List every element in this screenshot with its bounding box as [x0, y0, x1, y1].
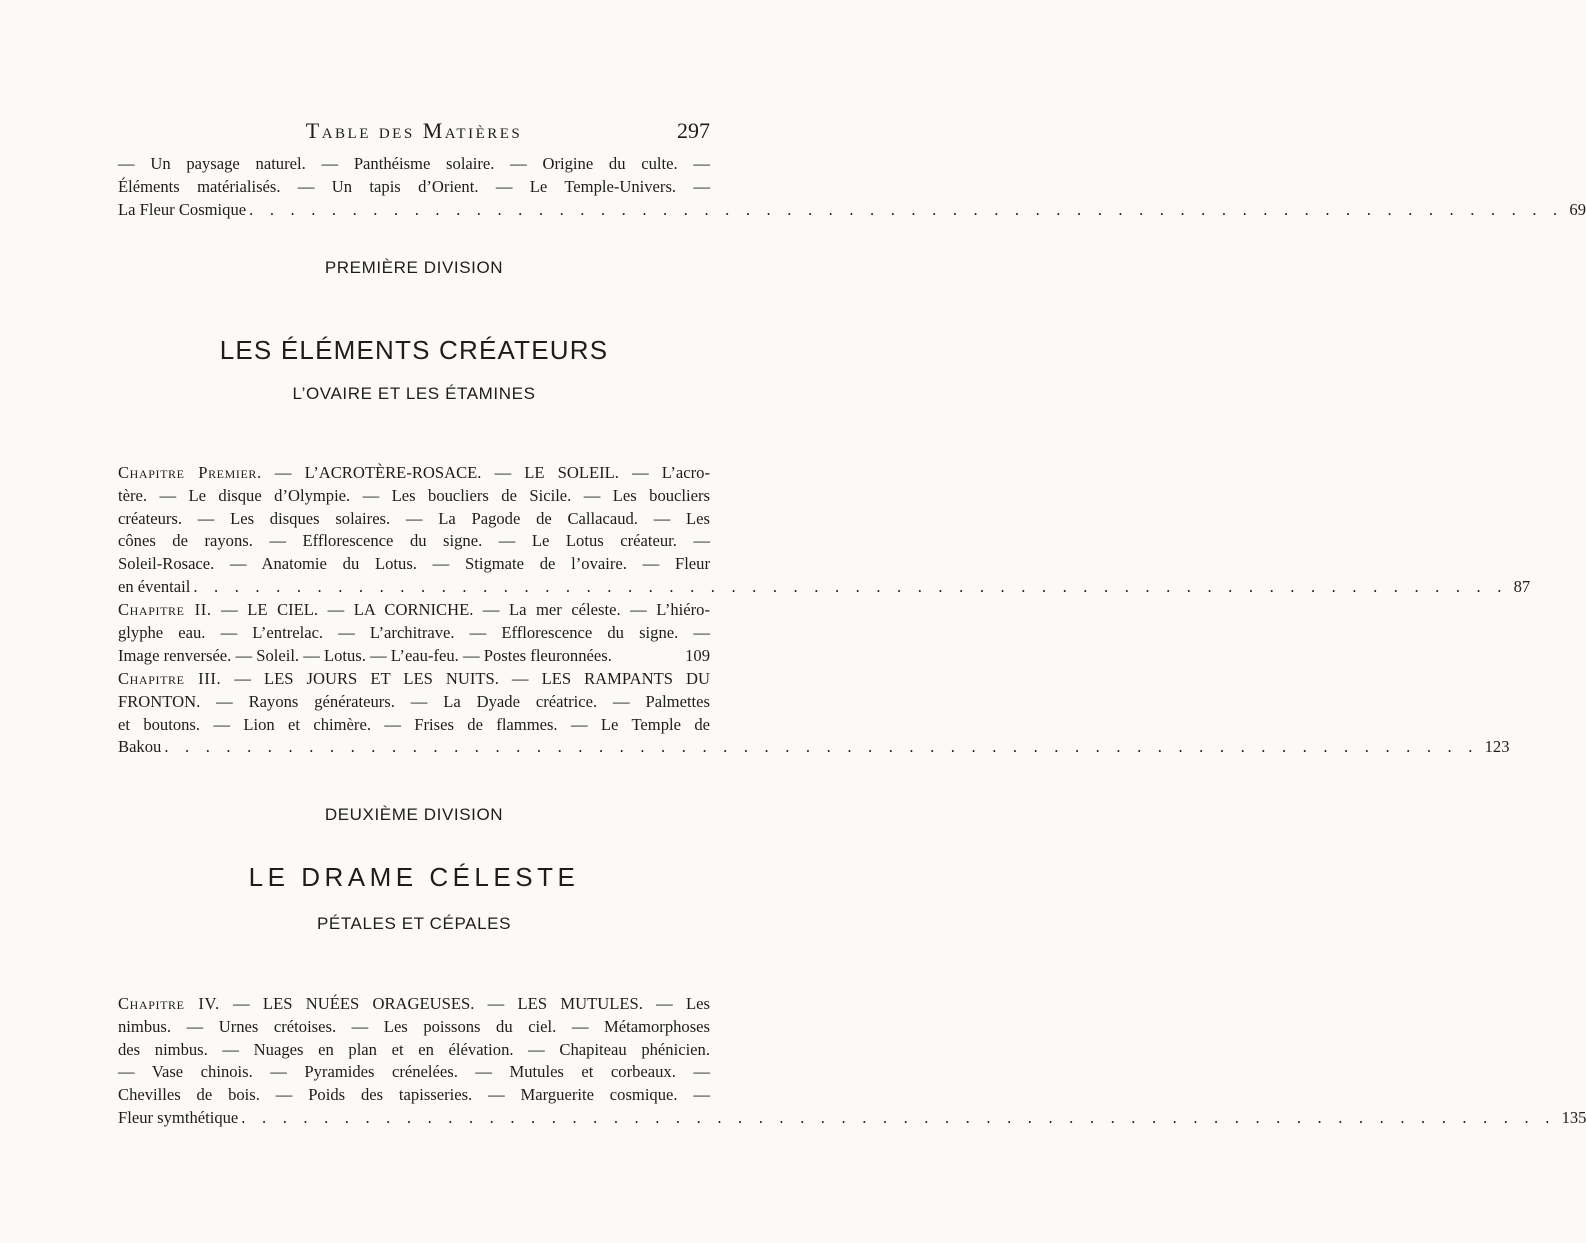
division-subtitle: L’OVAIRE ET LES ÉTAMINES [292, 384, 536, 403]
leader-dots: . . . . . . . . . . . . . . . . . . . . . . . . . . . . . . . . . . . . . . . . . . . . . . . . . . . . . . . . . . . . . . . . [249, 199, 1564, 219]
division-heading-1 [118, 258, 710, 278]
entry-line-last [118, 199, 1586, 222]
entry-line [118, 668, 710, 691]
entry-line: tère. — Le disque d’Olympie. — Les boucliers de Sicile. — Les boucliers [118, 485, 710, 505]
division-title: LE DRAME CÉLESTE [248, 862, 580, 892]
entry-text: — LE CIEL. — LA CORNICHE. — La mer céleste. — L’hiéro- [221, 600, 710, 619]
entry-line: Soleil-Rosace. — Anatomie du Lotus. — Stigmate de l’ovaire. — Fleur [118, 554, 710, 574]
entry-page-number: 109 [685, 645, 710, 665]
entry-line [118, 462, 710, 485]
entry-text: — LES JOURS ET LES NUITS. — LES RAMPANTS DU [234, 669, 710, 688]
page-number: 297 [677, 118, 710, 143]
entry-line: cônes de rayons. — Efflorescence du signe. — Le Lotus créateur. — [118, 531, 710, 551]
toc-entry-intro [118, 153, 1586, 221]
entry-line: — Vase chinois. — Pyramides crénelées. — Mutules et corbeaux. — [118, 1062, 710, 1082]
entry-line: FRONTON. — Rayons générateurs. — La Dyade créatrice. — Palmettes [118, 691, 710, 711]
entry-line [118, 993, 710, 1016]
entry-text: Fleur symthétique [118, 1107, 239, 1127]
entry-text: — LES NUÉES ORAGEUSES. — LES MUTULES. — Les [233, 994, 710, 1013]
entry-line: et boutons. — Lion et chimère. — Frises de flammes. — Le Temple de [118, 714, 710, 734]
entry-text: Bakou [118, 737, 162, 757]
division-subtitle-block-2 [118, 914, 710, 934]
toc-entry-chapter-3 [118, 668, 1510, 759]
division-title: LES ÉLÉMENTS CRÉATEURS [219, 335, 609, 365]
entry-text: en éventail [118, 576, 191, 596]
entry-line: des nimbus. — Nuages en plan et en élévation. — Chapiteau phénicien. [118, 1039, 710, 1059]
chapter-label: Chapitre III. [118, 669, 222, 688]
chapter-label: Chapitre IV. [118, 994, 220, 1013]
entry-line: nimbus. — Urnes crétoises. — Les poissons du ciel. — Métamorphoses [118, 1016, 710, 1036]
entry-line: créateurs. — Les disques solaires. — La Pagode de Callacaud. — Les [118, 508, 710, 528]
division-subtitle-block-1 [118, 384, 710, 404]
entry-line-last [118, 736, 1510, 759]
division-title-block-1 [118, 335, 710, 366]
chapter-label: Chapitre Premier. [118, 463, 262, 482]
entry-line-last [118, 1107, 1586, 1130]
toc-entry-chapter-4 [118, 993, 1586, 1130]
division-heading-2 [118, 805, 710, 825]
entry-page-number: 135 [1561, 1107, 1586, 1127]
entry-page-number: 69 [1569, 199, 1586, 219]
leader-dots: . . . . . . . . . . . . . . . . . . . . . . . . . . . . . . . . . . . . . . . . . . . . . . . . . . . . . . . . . . . . . . . . [241, 1107, 1556, 1127]
leader-dots: . . . . . . . . . . . . . . . . . . . . . . . . . . . . . . . . . . . . . . . . . . . . . . . . . . . . . . . . . . . . . . . . [164, 737, 1479, 757]
entry-line-last [118, 645, 710, 668]
entry-line-last [118, 576, 1531, 599]
running-title: Table des Matières [305, 118, 523, 143]
entry-text: — L’ACROTÈRE-ROSACE. — LE SOLEIL. — L’acro- [274, 463, 710, 482]
entry-page-number: 123 [1484, 737, 1510, 757]
division-label: DEUXIÈME DIVISION [324, 805, 504, 824]
chapter-label: Chapitre II. [118, 600, 212, 619]
entry-line: Éléments matérialisés. — Un tapis d’Orient. — Le Temple-Univers. — [118, 176, 710, 196]
running-head [118, 118, 710, 148]
entry-line [118, 599, 710, 622]
leader-dots: . . . . . . . . . . . . . . . . . . . . . . . . . . . . . . . . . . . . . . . . . . . . . . . . . . . . . . . . . . . . . . . . [193, 576, 1508, 596]
division-label: PREMIÈRE DIVISION [324, 258, 504, 277]
toc-entry-chapter-1 [118, 462, 1531, 599]
division-title-block-2 [118, 862, 710, 893]
entry-page-number: 87 [1513, 576, 1531, 596]
toc-entry-chapter-2 [118, 599, 710, 667]
entry-text: Image renversée. — Soleil. — Lotus. — L’eau-feu. — Postes fleuronnées. [118, 645, 612, 665]
entry-line: Chevilles de bois. — Poids des tapisseries. — Marguerite cosmique. — [118, 1085, 710, 1105]
entry-line: glyphe eau. — L’entrelac. — L’architrave. — Efflorescence du signe. — [118, 622, 710, 642]
entry-text: La Fleur Cosmique [118, 199, 247, 219]
entry-line: — Un paysage naturel. — Panthéisme solaire. — Origine du culte. — [118, 154, 710, 173]
division-subtitle: PÉTALES ET CÉPALES [316, 914, 512, 933]
